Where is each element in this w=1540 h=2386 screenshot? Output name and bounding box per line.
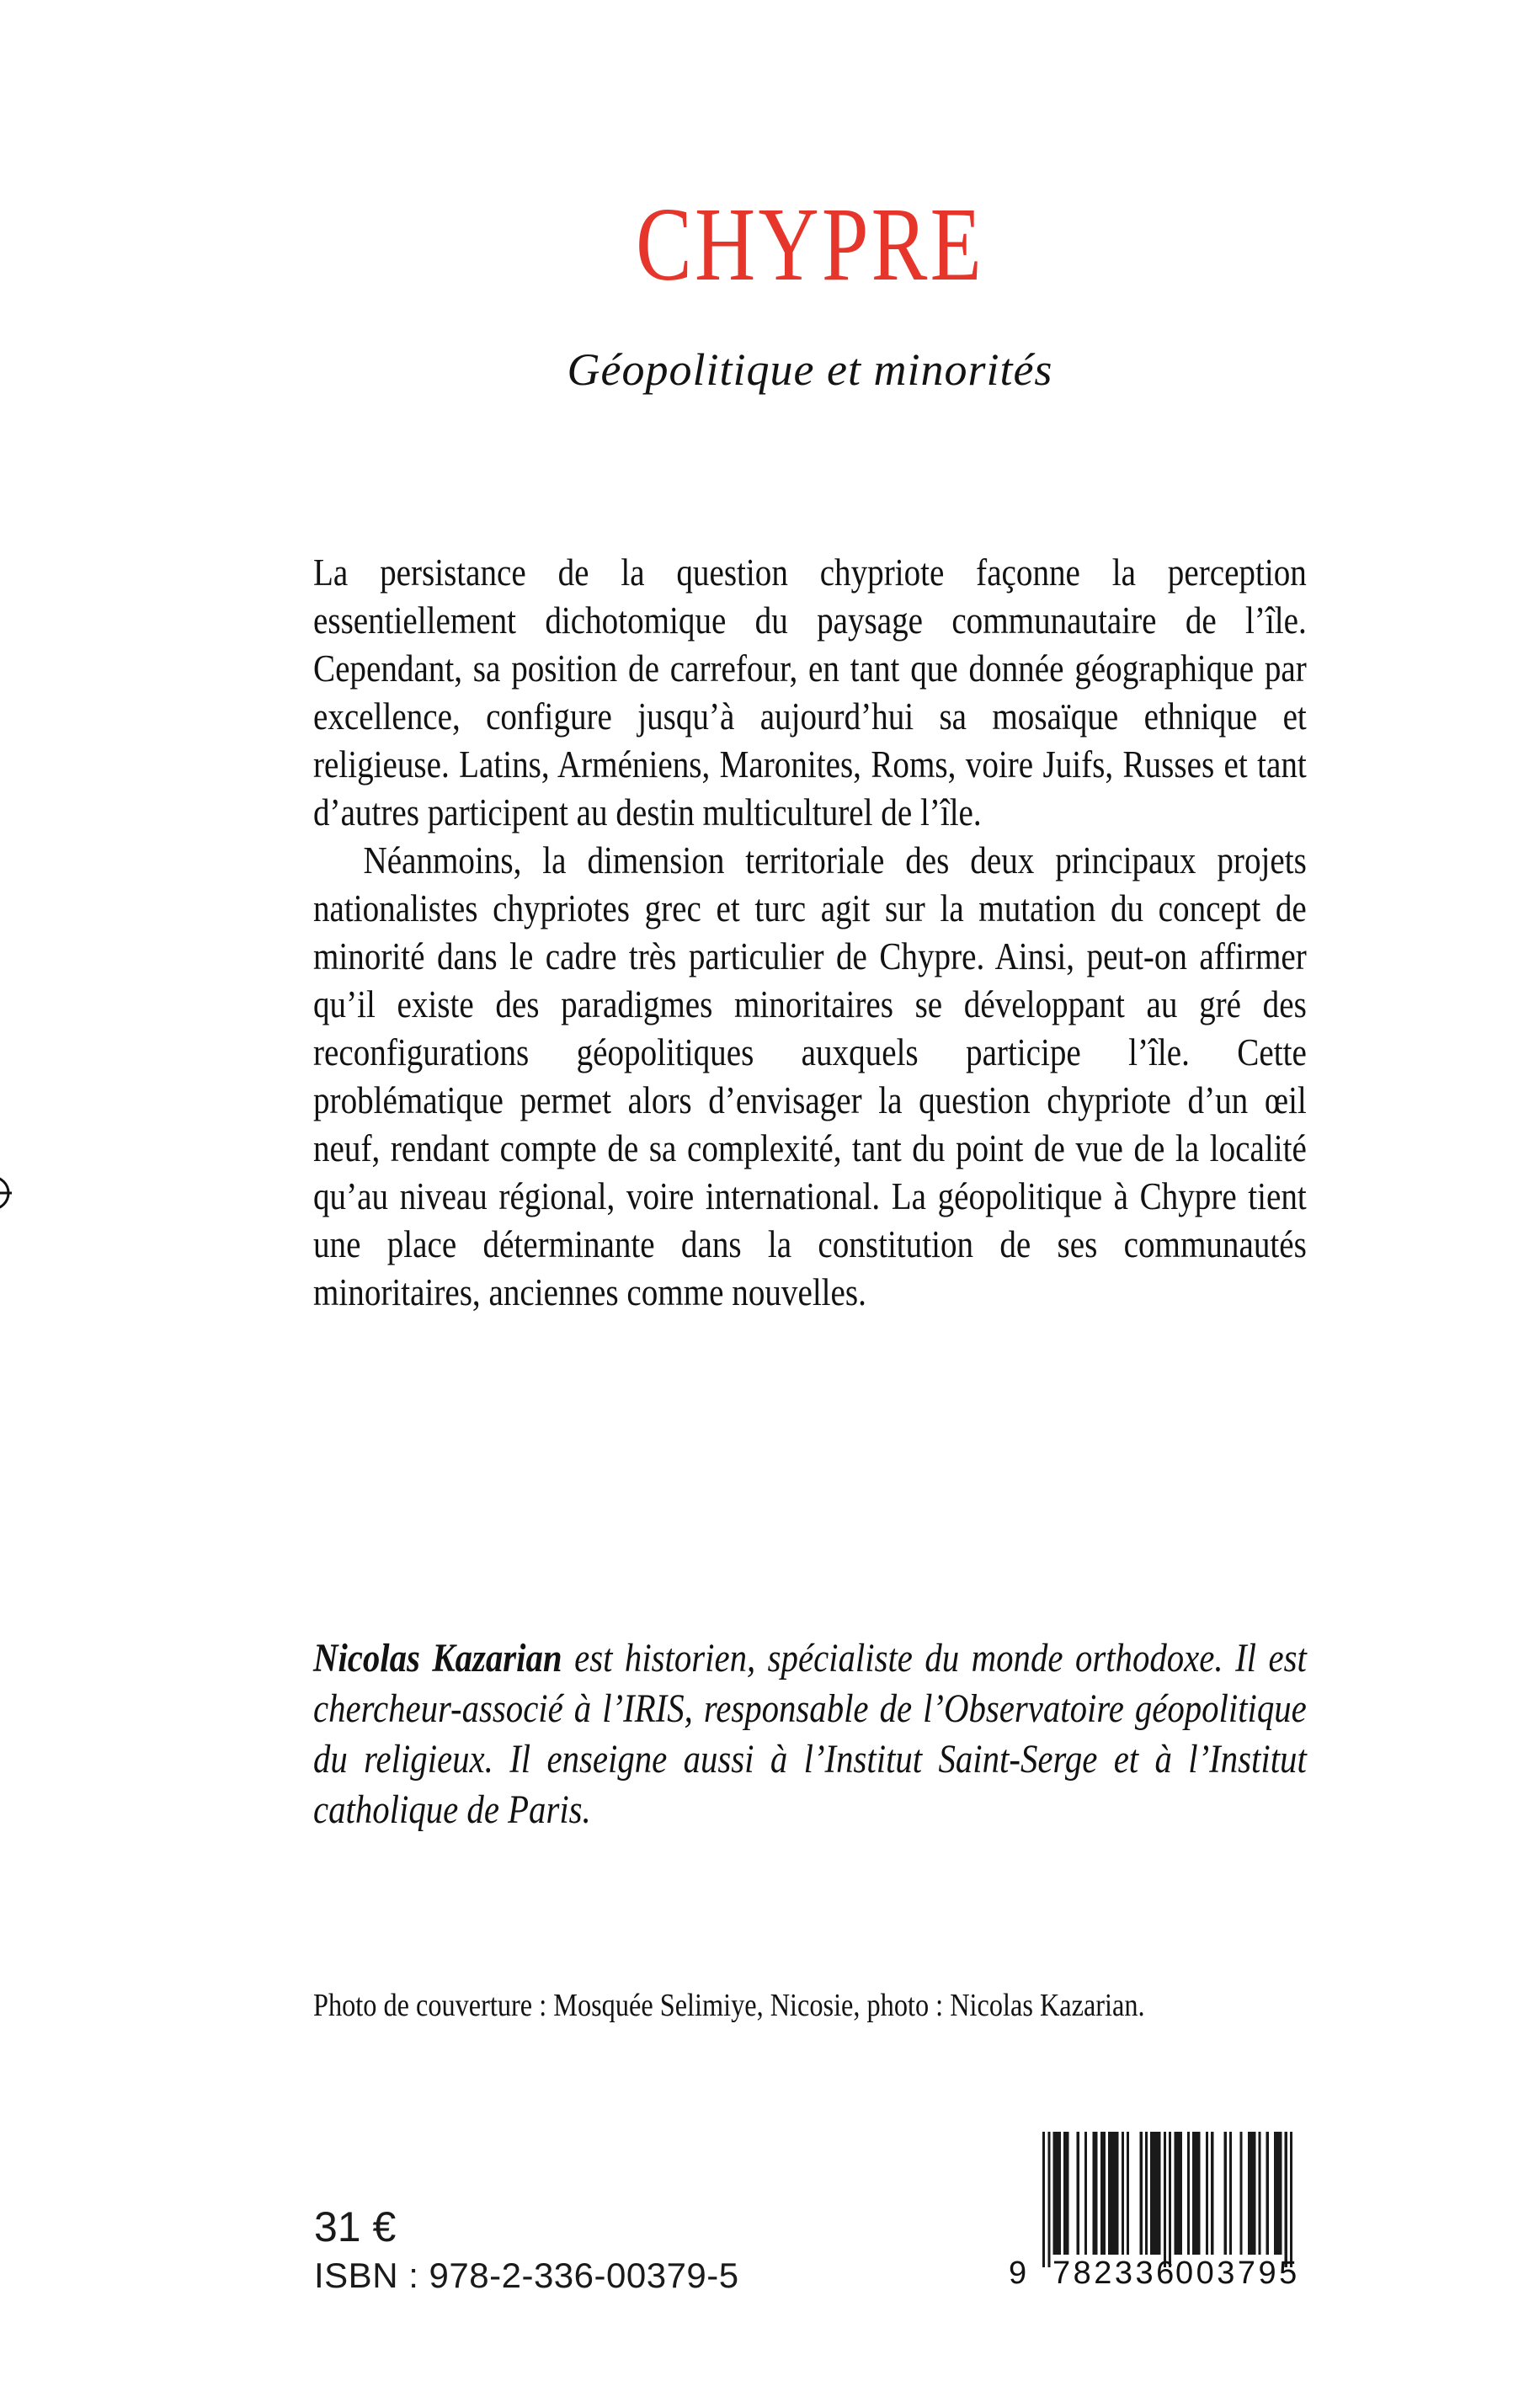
- barcode-digits-left: 782336: [1052, 2256, 1177, 2291]
- registration-mark-icon: [0, 1173, 34, 1213]
- book-title: CHYPRE: [636, 187, 984, 303]
- synopsis-paragraph-2: Néanmoins, la dimension territoriale des deux principaux projets nationalistes chypriotes grec et turc agit sur la mutation du concept de minorité dans le cadre très particulier de Chypre. Ainsi, peut-on affirmer qu’il existe des paradigmes minoritaires se développant au gré des reconfigurations géopolitiques auxquels participe l’île. Cette problématique permet alors d’envisager la question chypriote d’un œil neuf, rendant compte de sa complexité, tant du point de vue de la localité qu’au niveau régional, voire international. La géopolitique à Chypre tient une place déterminante dans la constitution de ses communautés minoritaires, anciennes comme nouvelles.: [313, 839, 1307, 1313]
- author-bio-text: est historien, spécialiste du monde orthodoxe. Il est chercheur-associé à l’IRIS, responsable de l’Observatoire géopolitique du religieux. Il enseigne aussi à l’Institut Saint-Serge et à l’Institut catholique de Paris.: [313, 1636, 1307, 1832]
- synopsis-paragraph-1: La persistance de la question chypriote façonne la perception essentiellement dichotomique du paysage communautaire de l’île. Cependant, sa position de carrefour, en tant que donnée géographique par excellence, configure jusqu’à aujourd’hui sa mosaïque ethnique et religieuse. Latins, Arméniens, Maronites, Roms, voire Juifs, Russes et tant d’autres participent au destin multiculturel de l’île.: [313, 551, 1307, 834]
- barcode-bars: [1042, 2132, 1292, 2268]
- photo-credit: Photo de couverture : Mosquée Selimiye, Nicosie, photo : Nicolas Kazarian.: [313, 1988, 1145, 2023]
- author-bio: [313, 1633, 1307, 1835]
- book-subtitle: Géopolitique et minorités: [567, 344, 1053, 395]
- synopsis: [313, 548, 1307, 1316]
- price: 31 €: [314, 2203, 397, 2250]
- barcode-digits-right: 003795: [1175, 2256, 1300, 2291]
- isbn: ISBN : 978-2-336-00379-5: [314, 2256, 739, 2295]
- author-name: Nicolas Kazarian: [313, 1636, 562, 1680]
- barcode-digit-lead: 9: [1009, 2256, 1027, 2291]
- barcode: [1009, 2132, 1300, 2292]
